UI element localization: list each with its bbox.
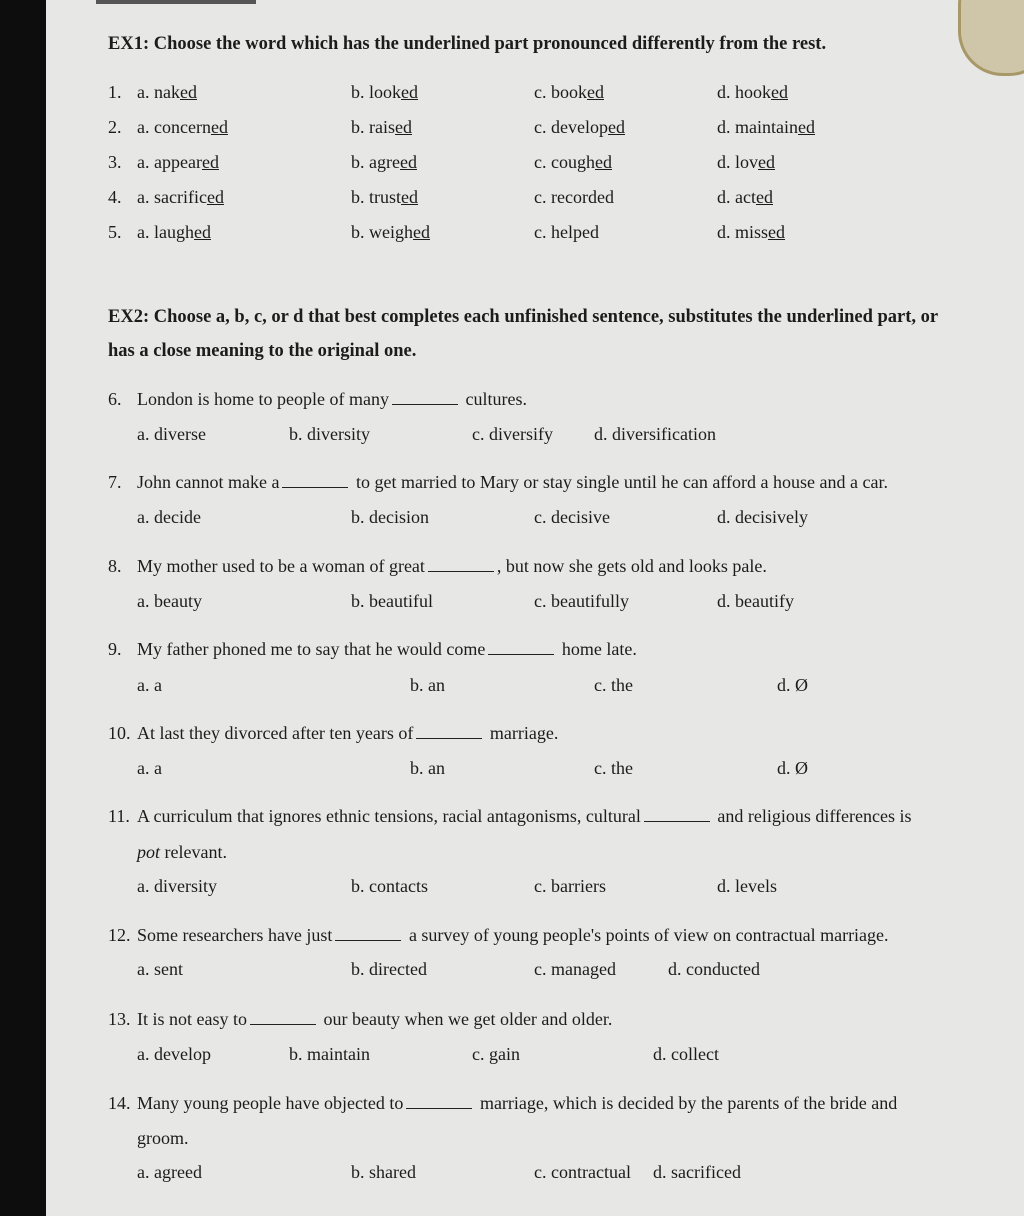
option [137, 81, 197, 103]
option-text: b. agre [351, 152, 400, 172]
underlined-part: ed [179, 82, 197, 102]
option-text: a. nak [137, 82, 180, 102]
continuation-text: groom. [137, 1128, 189, 1148]
italic-word: pot [137, 842, 161, 862]
underlined-part: ed [401, 187, 419, 207]
question-sentence [137, 805, 911, 827]
option-text: b. trust [351, 187, 402, 207]
sentence-end: our beauty when we get older and older. [319, 1009, 613, 1029]
option [137, 151, 219, 173]
option-text: a. laugh [137, 222, 194, 242]
option [534, 116, 625, 138]
answer-blank [335, 926, 401, 941]
question-sentence [137, 722, 558, 744]
option [351, 221, 430, 243]
underlined-part: ed [797, 117, 815, 137]
option: d. beautify [717, 591, 794, 611]
question-number: 1. [108, 82, 122, 102]
option-text: b. weigh [351, 222, 413, 242]
option [534, 81, 604, 103]
question-sentence [137, 638, 637, 660]
option: a. a [137, 675, 162, 695]
sentence-start: At last they divorced after ten years of [137, 723, 414, 743]
question-sentence [137, 1008, 612, 1030]
option-text: c. develop [534, 117, 608, 137]
option: c. managed [534, 959, 616, 979]
sentence-start: London is home to people of many [137, 389, 389, 409]
question-number: 9. [108, 639, 122, 659]
question-number: 11. [108, 806, 130, 826]
option [351, 186, 418, 208]
question-number: 8. [108, 556, 122, 576]
sentence-continuation [137, 1127, 189, 1149]
option: d. decisively [717, 507, 808, 527]
option-text: d. act [717, 187, 756, 207]
question-number: 2. [108, 117, 122, 137]
option [137, 186, 224, 208]
option [534, 151, 612, 173]
sentence-end: cultures. [460, 389, 527, 409]
question-sentence [137, 388, 527, 410]
option [351, 81, 418, 103]
underlined-part: ed [413, 222, 430, 242]
sentence-start: It is not easy to [137, 1009, 247, 1029]
answer-blank [488, 640, 554, 655]
answer-blank [282, 473, 348, 488]
option [137, 221, 211, 243]
option [717, 116, 815, 138]
option [534, 221, 599, 243]
underlined-part: ed [193, 222, 211, 242]
sentence-end: home late. [557, 639, 637, 659]
question-number: 5. [108, 222, 122, 242]
option: c. beautifully [534, 591, 629, 611]
sentence-end: a survey of young people's points of view on contractual marriage. [404, 925, 889, 945]
option: a. decide [137, 507, 201, 527]
question-sentence [137, 1092, 897, 1114]
option-text: d. miss [717, 222, 769, 242]
question-number: 12. [108, 925, 131, 945]
ex1-heading: EX1: Choose the word which has the underlined part pronounced differently from the rest. [108, 34, 827, 54]
option: c. decisive [534, 507, 610, 527]
option [534, 186, 614, 208]
option: c. the [594, 758, 633, 778]
sentence-end: marriage. [485, 723, 559, 743]
underlined-part: ed [206, 187, 224, 207]
sentence-start: John cannot make a [137, 472, 280, 492]
question-sentence [137, 471, 888, 493]
option-text: d. lov [717, 152, 759, 172]
worksheet-page [46, 0, 1024, 1216]
option [351, 116, 412, 138]
sentence-start: My father phoned me to say that he would come [137, 639, 486, 659]
question-number: 4. [108, 187, 122, 207]
answer-blank [250, 1010, 316, 1025]
option-text: a. sacrific [137, 187, 207, 207]
sentence-start: Some researchers have just [137, 925, 333, 945]
option-text: c. book [534, 82, 587, 102]
option: b. beautiful [351, 591, 433, 611]
underlined-part: ed [594, 152, 612, 172]
underlined-part: ed [201, 152, 219, 172]
sentence-end: marriage, which is decided by the parents of the bride and [475, 1093, 898, 1113]
option-text: b. rais [351, 117, 395, 137]
option [717, 186, 773, 208]
option: c. gain [472, 1044, 520, 1064]
option: d. Ø [777, 758, 808, 778]
option: d. Ø [777, 675, 808, 695]
underlined-part: ed [771, 82, 788, 102]
sentence-end: and religious differences is [712, 806, 912, 826]
option-text: a. concern [137, 117, 211, 137]
option: b. contacts [351, 876, 428, 896]
question-number: 7. [108, 472, 122, 492]
option: d. levels [717, 876, 777, 896]
sentence-start: Many young people have objected to [137, 1093, 404, 1113]
left-dark-border [0, 0, 46, 1216]
answer-blank [644, 807, 710, 822]
option-text: d. hook [717, 82, 771, 102]
option: d. collect [653, 1044, 719, 1064]
question-number: 3. [108, 152, 122, 172]
question-sentence [137, 924, 889, 946]
option: d. sacrificed [653, 1162, 741, 1182]
question-number: 10. [108, 723, 131, 743]
sentence-end: , but now she gets old and looks pale. [496, 556, 767, 576]
option: a. agreed [137, 1162, 202, 1182]
option: c. diversify [472, 424, 553, 444]
option: b. an [410, 675, 445, 695]
option-text: d. maintain [717, 117, 798, 137]
answer-blank [416, 724, 482, 739]
answer-blank [406, 1094, 472, 1109]
underlined-part: ed [587, 82, 604, 102]
question-number: 14. [108, 1093, 131, 1113]
option-text: c. helped [534, 222, 599, 242]
option-text: a. appear [137, 152, 202, 172]
option: b. shared [351, 1162, 416, 1182]
underlined-part: ed [210, 117, 228, 137]
ex2-heading-line1: EX2: Choose a, b, c, or d that best completes each unfinished sentence, substitutes the underlined part, or [108, 307, 939, 327]
option: b. an [410, 758, 445, 778]
option: b. maintain [289, 1044, 370, 1064]
ex2-heading-line2: has a close meaning to the original one. [108, 341, 417, 361]
option: a. develop [137, 1044, 211, 1064]
option: c. contractual [534, 1162, 631, 1182]
question-sentence [137, 555, 767, 577]
option: a. diverse [137, 424, 206, 444]
underlined-part: ed [401, 82, 419, 102]
option [351, 151, 417, 173]
option: b. decision [351, 507, 429, 527]
option [137, 116, 228, 138]
question-number: 13. [108, 1009, 131, 1029]
sentence-start: A curriculum that ignores ethnic tensions, racial antagonisms, cultural [137, 806, 641, 826]
option: a. sent [137, 959, 183, 979]
option [717, 81, 788, 103]
option: c. barriers [534, 876, 606, 896]
underlined-part: ed [758, 152, 776, 172]
option-text: c. recorded [534, 187, 614, 207]
underlined-part: ed [607, 117, 625, 137]
option: b. directed [351, 959, 427, 979]
option [717, 151, 775, 173]
option: a. a [137, 758, 162, 778]
option: a. diversity [137, 876, 217, 896]
option: c. the [594, 675, 633, 695]
option-text: c. cough [534, 152, 595, 172]
underlined-part: ed [399, 152, 417, 172]
sentence-end: to get married to Mary or stay single until he can afford a house and a car. [351, 472, 888, 492]
option [717, 221, 785, 243]
option: a. beauty [137, 591, 202, 611]
sentence-start: My mother used to be a woman of great [137, 556, 425, 576]
underlined-part: ed [768, 222, 786, 242]
option: d. diversification [594, 424, 716, 444]
option: b. diversity [289, 424, 370, 444]
continuation-text: relevant. [160, 842, 227, 862]
underlined-part: ed [755, 187, 773, 207]
underlined-part: ed [395, 117, 412, 137]
answer-blank [392, 390, 458, 405]
question-number: 6. [108, 389, 122, 409]
option-text: b. look [351, 82, 402, 102]
sentence-continuation [137, 841, 227, 863]
option: d. conducted [668, 959, 760, 979]
answer-blank [428, 557, 494, 572]
